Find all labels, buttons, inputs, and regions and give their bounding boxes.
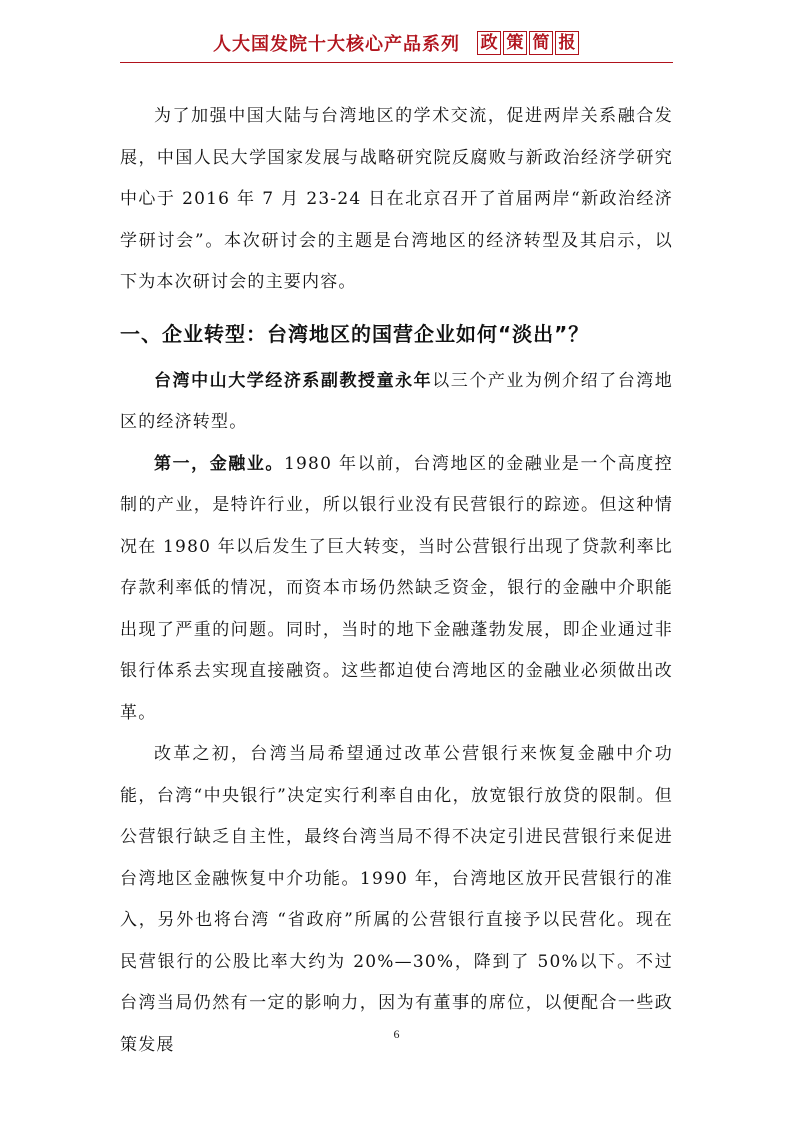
header-divider [120,62,673,63]
policy-brief-badge-4: 报 [555,31,579,55]
page-header [120,30,673,60]
policy-brief-badge-1: 政 [477,31,501,55]
document-body [120,96,673,1066]
finance-lead: 第一，金融业。 [154,453,285,474]
finance-paragraph-text: 1980 年以前，台湾地区的金融业是一个高度控制的产业，是特许行业，所以银行业没有民营银行的踪迹。但这种情况在 1980 年以后发生了巨大转变，当时公营银行出现了贷款利率比存款利率低的情况，而资本市场仍然缺乏资金，银行的金融中介职能出现了严重的问题。同时，当时的地下金融蓬勃发展，即企业通过非银行体系去实现直接融资。这些都迫使台湾地区的金融业必须做出改革。 [120,453,673,723]
section-heading: 一、企业转型：台湾地区的国营企业如何“淡出”？ [120,321,590,346]
speaker-name: 台湾中山大学经济系副教授童永年 [154,370,433,391]
page-number: 6 [393,1027,400,1041]
series-title: 人大国发院十大核心产品系列 [213,34,460,55]
policy-brief-badge-3: 简 [529,31,553,55]
finance-paragraph [120,444,673,735]
reform-paragraph: 改革之初，台湾当局希望通过改革公营银行来恢复金融中介功能，台湾“中央银行”决定实行利率自由化，放宽银行放贷的限制。但公营银行缺乏自主性，最终台湾当局不得不决定引进民营银行来促进台湾地区金融恢复中介功能。1990 年，台湾地区放开民营银行的准入，另外也将台湾 “省政府”所属的公营银行直接予以民营化。现在民营银行的公股比率大约为 20%—30%，降到了 50%以下。不过台湾当局仍然有一定的影响力，因为有董事的席位，以便配合一些政策发展 [120,744,673,1055]
policy-brief-badge-2: 策 [503,31,527,55]
intro-paragraph: 为了加强中国大陆与台湾地区的学术交流，促进两岸关系融合发展，中国人民大学国家发展与战略研究院反腐败与新政治经济学研究中心于 2016 年 7 月 23-24 日在北京召开了首届两岸“新政治经济学研讨会”。本次研讨会的主题是台湾地区的经济转型及其启示，以下为本次研讨会的主要内容。 [120,106,673,292]
speaker-paragraph-text: 以三个产业为例介绍了台湾地区的经济转型。 [120,370,673,432]
speaker-paragraph [120,361,673,444]
